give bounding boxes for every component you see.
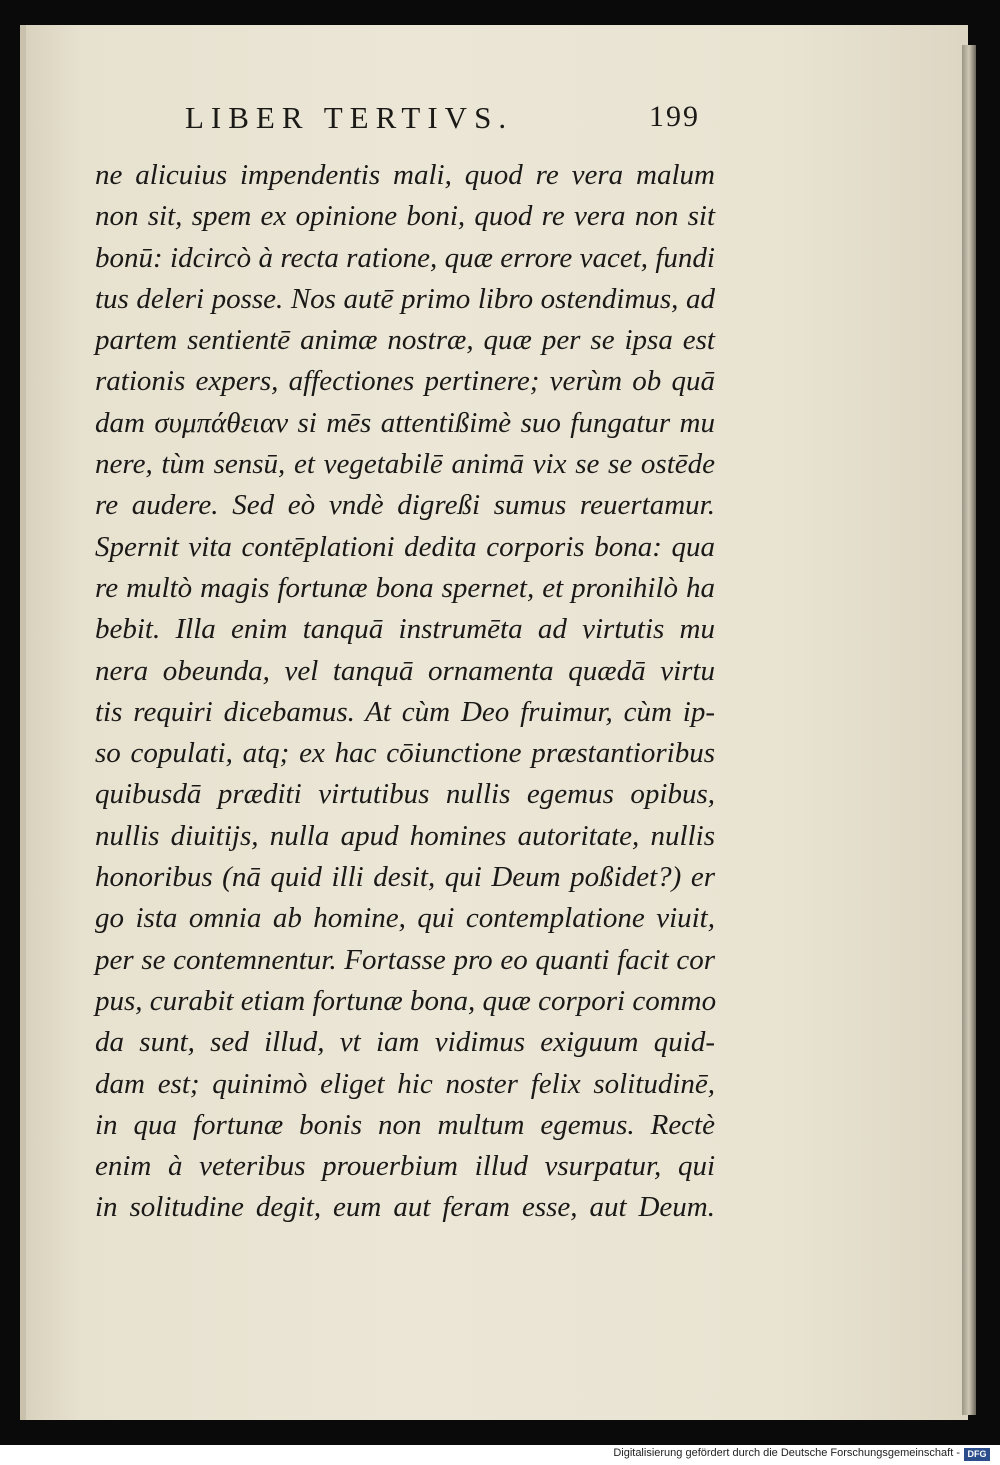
text-line: pus, curabit etiam fortunæ bona, quæ corpori commo bbox=[95, 984, 717, 1017]
text-line: nere, tùm sensū, et vegetabilē animā vix se se ostēde bbox=[95, 448, 715, 481]
page-edge bbox=[962, 45, 976, 1415]
text-line: Spernit vita contēplationi dedita corporis bona: qua bbox=[95, 530, 715, 563]
body-text bbox=[95, 155, 715, 1229]
text-line: bebit. Illa enim tanquā instrumēta ad virtutis mu bbox=[95, 613, 715, 646]
text-line: go ista omnia ab homine, qui contemplatione viuit, bbox=[95, 902, 715, 935]
text-line: bonū: idcircò à recta ratione, quæ errore vacet, fundi bbox=[95, 241, 715, 274]
text-line: da sunt, sed illud, vt iam vidimus exiguum quid- bbox=[95, 1026, 715, 1059]
text-line: honoribus (nā quid illi desit, qui Deum poßidet?) er bbox=[95, 861, 715, 894]
text-line: re multò magis fortunæ bona spernet, et pronihilò ha bbox=[95, 571, 715, 604]
text-line: tus deleri posse. Nos autē primo libro ostendimus, ad bbox=[95, 282, 715, 315]
digitization-footer bbox=[0, 1445, 1000, 1465]
running-head: LIBER TERTIVS. bbox=[185, 100, 514, 135]
text-line: partem sentientē animæ nostræ, quæ per se ipsa est bbox=[95, 324, 715, 357]
text-line: ne alicuius impendentis mali, quod re vera malum bbox=[95, 159, 715, 191]
text-line: in qua fortunæ bonis non multum egemus. Rectè bbox=[95, 1108, 715, 1141]
dfg-logo-icon: DFG bbox=[964, 1448, 990, 1461]
funding-credit: Digitalisierung gefördert durch die Deutsche Forschungsgemeinschaft - bbox=[613, 1447, 960, 1459]
text-line: nullis diuitijs, nulla apud homines autoritate, nullis bbox=[95, 819, 715, 852]
text-line: nera obeunda, vel tanquā ornamenta quædā virtu bbox=[95, 654, 715, 687]
page-header bbox=[165, 100, 710, 140]
text-line: quibusdā præditi virtutibus nullis egemus opibus, bbox=[95, 778, 715, 811]
text-line: rationis expers, affectiones pertinere; verùm ob quā bbox=[95, 365, 715, 398]
text-line: in solitudine degit, eum aut feram esse, aut Deum. bbox=[95, 1191, 715, 1224]
text-line: dam συμπάθειαν si mēs attentißimè suo fungatur mu bbox=[95, 406, 715, 439]
text-line: enim à veteribus prouerbium illud vsurpatur, qui bbox=[95, 1150, 715, 1183]
text-line: non sit, spem ex opinione boni, quod re vera non sit bbox=[95, 200, 715, 233]
text-line: per se contemnentur. Fortasse pro eo quanti facit cor bbox=[95, 943, 715, 976]
page-number: 199 bbox=[649, 100, 700, 133]
text-line: so copulati, atq; ex hac cōiunctione præstantioribus bbox=[95, 737, 715, 770]
text-line: dam est; quinimò eliget hic noster felix solitudinē, bbox=[95, 1067, 715, 1100]
text-line: tis requiri dicebamus. At cùm Deo fruimur, cùm ip- bbox=[95, 695, 715, 728]
text-line: re audere. Sed eò vndè digreßi sumus reuertamur. bbox=[95, 489, 715, 522]
